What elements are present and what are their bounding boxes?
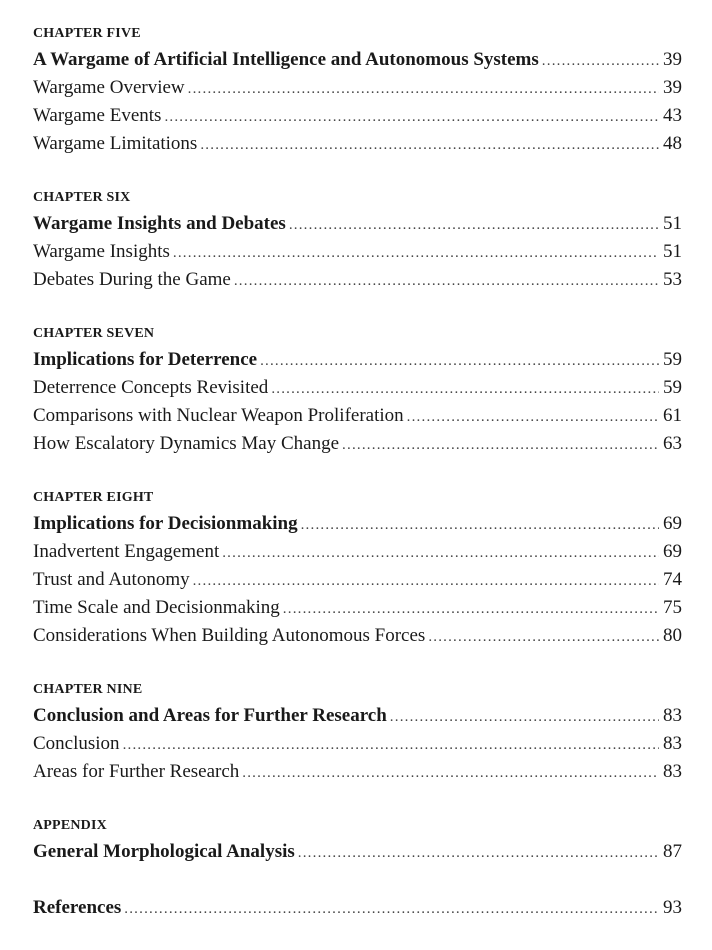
dot-leader — [342, 431, 659, 459]
page-number: 75 — [663, 597, 682, 618]
entry-title: Inadvertent Engagement — [33, 541, 220, 562]
entry-title: Areas for Further Research — [33, 761, 240, 782]
dot-leader — [200, 131, 659, 159]
page-number: 39 — [663, 49, 682, 70]
chapter-eight — [33, 486, 682, 650]
section-entry[interactable] — [33, 238, 682, 266]
page-number: 83 — [663, 705, 682, 726]
table-of-contents — [33, 22, 682, 922]
chapter-nine — [33, 678, 682, 786]
page-number: 69 — [663, 541, 682, 562]
references-section — [33, 894, 682, 922]
page-number: 93 — [663, 897, 682, 918]
chapter-title-entry[interactable] — [33, 346, 682, 374]
page-number: 53 — [663, 269, 682, 290]
dot-leader — [271, 375, 659, 403]
page-number: 83 — [663, 761, 682, 782]
section-entry[interactable] — [33, 374, 682, 402]
entry-title: General Morphological Analysis — [33, 841, 295, 862]
entry-title: Implications for Decisionmaking — [33, 513, 298, 534]
section-entry[interactable] — [33, 538, 682, 566]
chapter-label: CHAPTER NINE — [33, 682, 143, 697]
appendix — [33, 814, 682, 866]
page-number: 51 — [663, 241, 682, 262]
chapter-label: CHAPTER FIVE — [33, 26, 141, 41]
entry-title: Trust and Autonomy — [33, 569, 190, 590]
page-number: 48 — [663, 133, 682, 154]
entry-title: A Wargame of Artificial Intelligence and Autonomous Systems — [33, 49, 539, 70]
entry-title: Wargame Overview — [33, 77, 185, 98]
dot-leader — [407, 403, 659, 431]
entry-title: Wargame Insights — [33, 241, 170, 262]
page-number: 87 — [663, 841, 682, 862]
entry-title: Conclusion — [33, 733, 120, 754]
chapter-label: CHAPTER EIGHT — [33, 490, 154, 505]
entry-title: Implications for Deterrence — [33, 349, 258, 370]
dot-leader — [164, 103, 659, 131]
page-number: 59 — [663, 349, 682, 370]
chapter-title-entry[interactable] — [33, 510, 682, 538]
section-entry[interactable] — [33, 594, 682, 622]
entry-title: Conclusion and Areas for Further Research — [33, 705, 387, 726]
section-entry[interactable] — [33, 266, 682, 294]
dot-leader — [173, 239, 659, 267]
dot-leader — [242, 759, 659, 787]
chapter-six — [33, 186, 682, 294]
dot-leader — [124, 895, 659, 923]
chapter-label: APPENDIX — [33, 818, 107, 833]
page-number: 74 — [663, 569, 682, 590]
dot-leader — [193, 567, 659, 595]
entry-title: Wargame Events — [33, 105, 162, 126]
dot-leader — [390, 703, 659, 731]
page-number: 83 — [663, 733, 682, 754]
section-entry[interactable] — [33, 402, 682, 430]
references-entry[interactable] — [33, 894, 682, 922]
chapter-title-entry[interactable] — [33, 702, 682, 730]
section-entry[interactable] — [33, 622, 682, 650]
dot-leader — [260, 347, 659, 375]
page-number: 59 — [663, 377, 682, 398]
dot-leader — [542, 47, 659, 75]
page-number: 39 — [663, 77, 682, 98]
chapter-title-entry[interactable] — [33, 210, 682, 238]
entry-title: How Escalatory Dynamics May Change — [33, 433, 340, 454]
chapter-label: CHAPTER SIX — [33, 190, 131, 205]
chapter-seven — [33, 322, 682, 458]
entry-title: Debates During the Game — [33, 269, 231, 290]
section-entry[interactable] — [33, 130, 682, 158]
section-entry[interactable] — [33, 730, 682, 758]
dot-leader — [301, 511, 659, 539]
section-entry[interactable] — [33, 430, 682, 458]
chapter-label: CHAPTER SEVEN — [33, 326, 155, 341]
section-entry[interactable] — [33, 566, 682, 594]
dot-leader — [289, 211, 659, 239]
entry-title: References — [33, 897, 122, 918]
page-number: 51 — [663, 213, 682, 234]
entry-title: Comparisons with Nuclear Weapon Proliferation — [33, 405, 404, 426]
dot-leader — [222, 539, 659, 567]
chapter-title-entry[interactable] — [33, 838, 682, 866]
chapter-title-entry[interactable] — [33, 46, 682, 74]
dot-leader — [428, 623, 659, 651]
page-number: 43 — [663, 105, 682, 126]
section-entry[interactable] — [33, 758, 682, 786]
dot-leader — [188, 75, 659, 103]
entry-title: Wargame Limitations — [33, 133, 198, 154]
dot-leader — [234, 267, 659, 295]
section-entry[interactable] — [33, 102, 682, 130]
page-number: 69 — [663, 513, 682, 534]
page-number: 61 — [663, 405, 682, 426]
entry-title: Deterrence Concepts Revisited — [33, 377, 269, 398]
page-number: 63 — [663, 433, 682, 454]
page-number: 80 — [663, 625, 682, 646]
dot-leader — [283, 595, 659, 623]
entry-title: Considerations When Building Autonomous Forces — [33, 625, 426, 646]
entry-title: Time Scale and Decisionmaking — [33, 597, 280, 618]
dot-leader — [123, 731, 659, 759]
chapter-five — [33, 22, 682, 158]
section-entry[interactable] — [33, 74, 682, 102]
entry-title: Wargame Insights and Debates — [33, 213, 286, 234]
dot-leader — [298, 839, 659, 867]
